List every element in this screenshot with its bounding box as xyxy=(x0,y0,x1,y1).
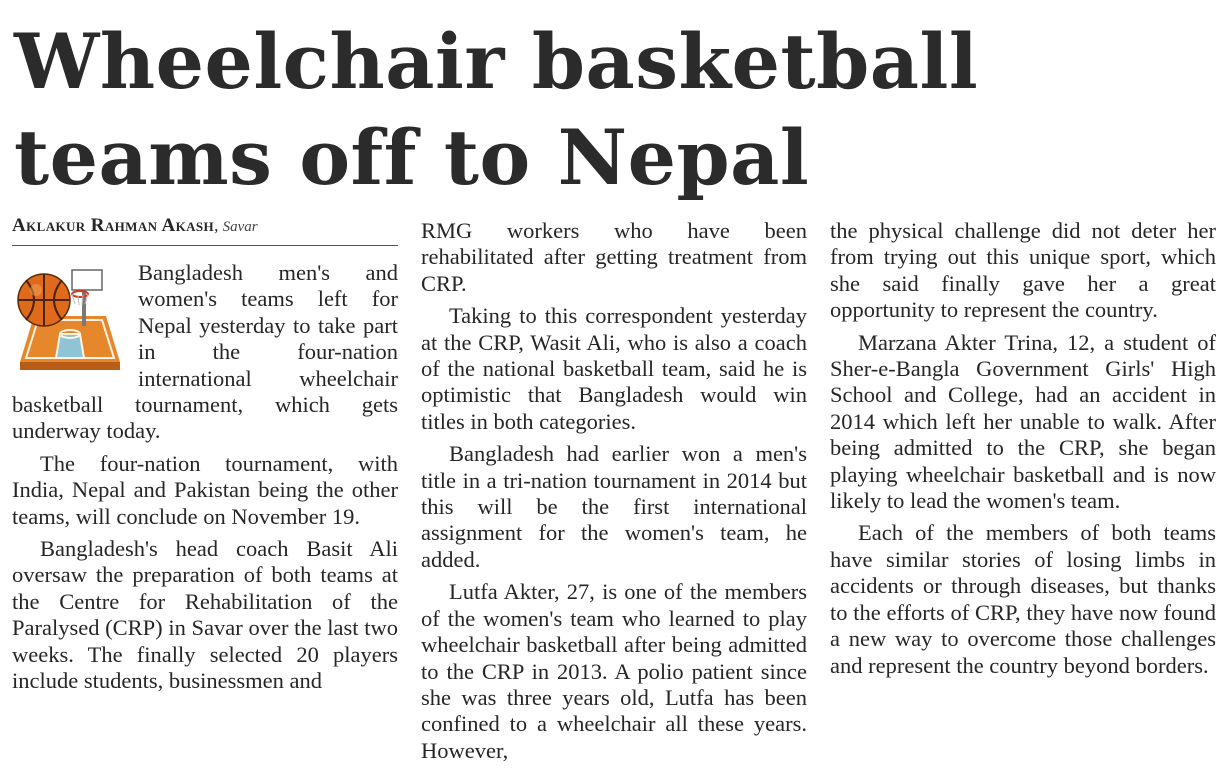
paragraph-6-continued: the physical challenge did not deter her from trying out this unique sport, which she said finally gave her a great opportunity to represent the country. xyxy=(830,218,1216,323)
paragraph-4: Taking to this correspondent yesterday at the CRP, Wasit Ali, who is also a coach of the national basketball team, said he is optimistic that Bangladesh would win titles in both categories. xyxy=(421,303,807,434)
byline-separator: , xyxy=(214,216,219,235)
paragraph-5: Bangladesh had earlier won a men's title in a tri-nation tournament in 2014 but this will be the first international assignment for the women's team, he added. xyxy=(421,441,807,572)
headline-line-2: teams off to Nepal xyxy=(14,113,810,202)
paragraph-8: Each of the members of both teams have similar stories of losing limbs in accidents or through diseases, but thanks to the efforts of CRP, they have now found a new way to overcome those challenges and represent the country beyond borders. xyxy=(830,520,1216,678)
headline xyxy=(14,14,1214,206)
article-column-2 xyxy=(421,218,807,770)
article-column-1 xyxy=(12,214,398,701)
byline-author: Aklakur Rahman Akash xyxy=(12,215,215,236)
headline-line-1: Wheelchair basketball xyxy=(14,17,979,106)
byline xyxy=(12,214,398,246)
paragraph-7: Marzana Akter Trina, 12, a student of Sher-e-Bangla Government Girls' High School and College, had an accident in 2014 which left her unable to walk. After being admitted to the CRP, she began playing wheelchair basketball and is now likely to lead the women's team. xyxy=(830,329,1216,514)
paragraph-3: Bangladesh's head coach Basit Ali oversaw the preparation of both teams at the Centre for Rehabilitation of the Paralysed (CRP) in Savar over the last two weeks. The finally selected 20 players include students, businessmen and xyxy=(12,536,398,694)
basketball-court-icon xyxy=(12,264,128,374)
article-column-3 xyxy=(830,218,1216,685)
paragraph-1: Bangladesh men's and women's teams left for Nepal yesterday to take part in the four-nation international wheelchair basketball tournament, which gets underway today. xyxy=(12,260,398,444)
paragraph-3-continued: RMG workers who have been rehabilitated after getting treatment from CRP. xyxy=(421,218,807,296)
paragraph-6: Lutfa Akter, 27, is one of the members of the women's team who learned to play wheelchair basketball after being admitted to the CRP in 2013. A polio patient since she was three years old, Lutfa has been confined to a wheelchair all these years. However, xyxy=(421,579,807,763)
paragraph-2: The four-nation tournament, with India, Nepal and Pakistan being the other teams, will conclude on November 19. xyxy=(12,450,398,529)
byline-location: Savar xyxy=(222,219,258,235)
